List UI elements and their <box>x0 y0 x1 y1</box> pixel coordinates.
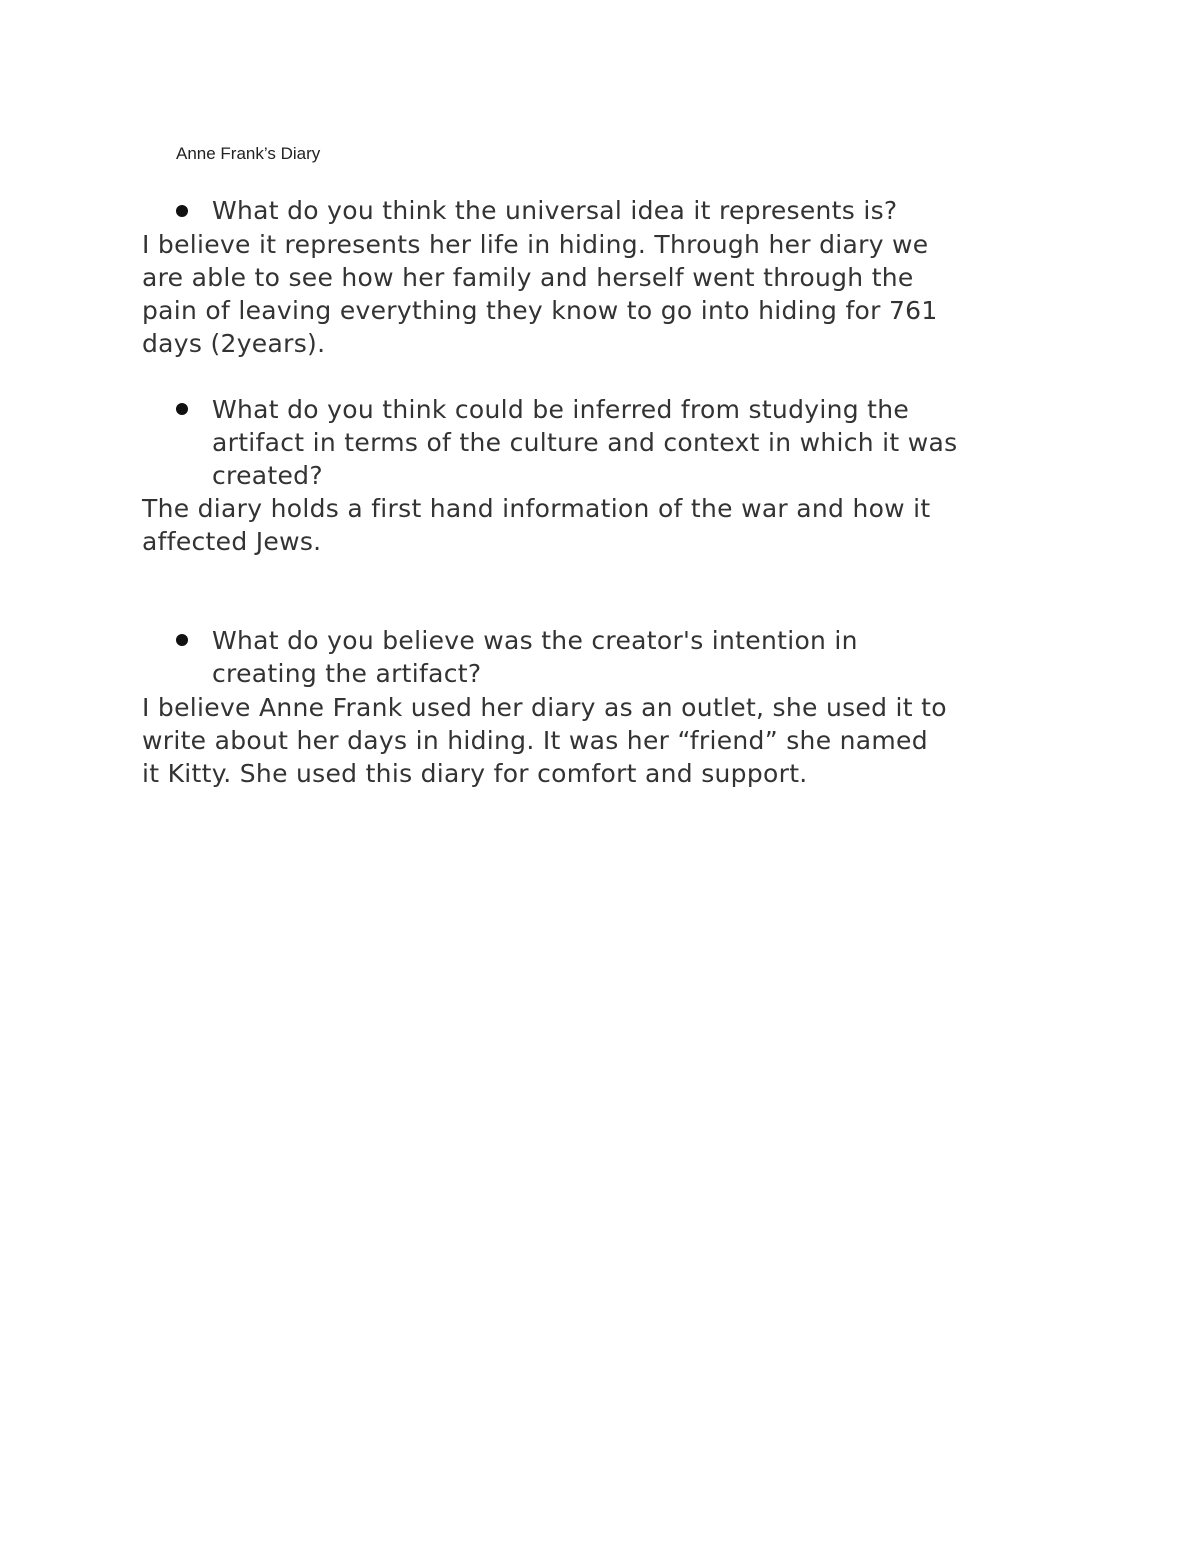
answer-1 <box>142 228 1102 360</box>
answer-line: I believe it represents her life in hiding. Through her diary we <box>142 230 929 259</box>
answer-line: write about her days in hiding. It was her “friend” she named <box>142 726 928 755</box>
answer-line: The diary holds a first hand information of the war and how it <box>142 494 931 523</box>
question-line: What do you think could be inferred from studying the <box>212 395 910 424</box>
question-line: artifact in terms of the culture and context in which it was <box>212 428 958 457</box>
bullet-icon <box>176 403 188 415</box>
answer-2 <box>142 492 1102 558</box>
document-title: Anne Frank’s Diary <box>176 144 321 163</box>
question-2 <box>212 393 1112 492</box>
question-line: created? <box>212 461 323 490</box>
answer-line: pain of leaving everything they know to go into hiding for 761 <box>142 296 938 325</box>
bullet-icon <box>176 634 188 646</box>
bullet-icon <box>176 205 188 217</box>
answer-3 <box>142 691 1102 790</box>
answer-line: I believe Anne Frank used her diary as an outlet, she used it to <box>142 693 947 722</box>
question-line: creating the artifact? <box>212 659 482 688</box>
question-line: What do you believe was the creator's intention in <box>212 626 858 655</box>
answer-line: it Kitty. She used this diary for comfort and support. <box>142 759 808 788</box>
answer-line: days (2years). <box>142 329 326 358</box>
answer-line: affected Jews. <box>142 527 322 556</box>
question-line: What do you think the universal idea it represents is? <box>212 196 898 225</box>
question-3 <box>212 624 1112 690</box>
answer-line: are able to see how her family and herself went through the <box>142 263 914 292</box>
question-1 <box>212 194 1112 227</box>
